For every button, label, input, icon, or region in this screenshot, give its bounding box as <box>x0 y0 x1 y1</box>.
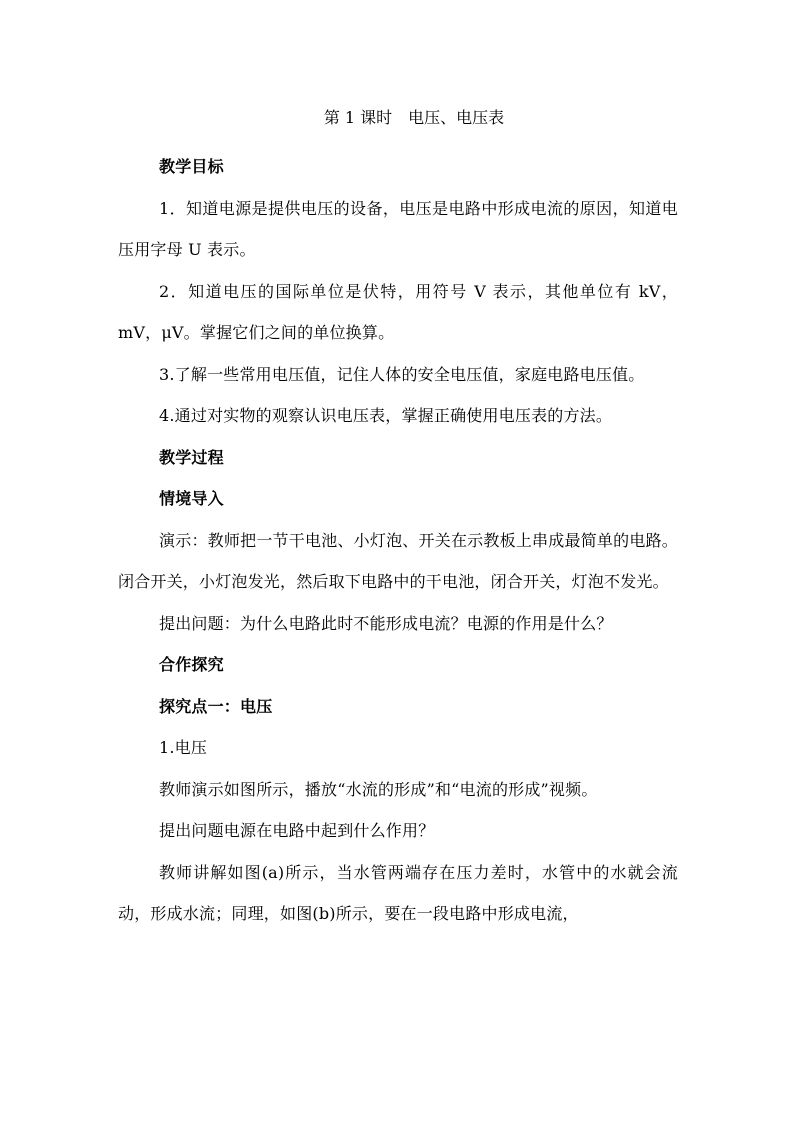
heading-inquiry-point-1: 探究点一：电压 <box>159 696 273 716</box>
document-body <box>118 146 678 935</box>
paragraph-explanation: 教师讲解如图(a)所示，当水管两端存在压力差时，水管中的水就会流动，形成水流；同理，如图(b)所示，要在一段电路中形成电流， <box>118 862 678 923</box>
paragraph-question: 提出问题：为什么电路此时不能形成电流？电源的作用是什么？ <box>159 613 613 633</box>
heading-scenario-intro: 情境导入 <box>159 489 224 508</box>
goal-item-4: 4.通过对实物的观察认识电压表，掌握正确使用电压表的方法。 <box>159 406 613 425</box>
paragraph-question-2: 提出问题电源在电路中起到什么作用？ <box>159 821 435 840</box>
subheading-voltage: 1.电压 <box>159 738 208 757</box>
paragraph-teacher-demo: 教师演示如图所示，播放“水流的形成”和“电流的形成”视频。 <box>159 779 598 799</box>
goal-item-3: 3.了解一些常用电压值，记住人体的安全电压值，家庭电路电压值。 <box>159 364 645 384</box>
heading-teaching-goals: 教学目标 <box>159 157 224 176</box>
lesson-title: 第 1 课时 电压、电压表 <box>323 108 505 127</box>
goal-item-1: 1．知道电源是提供电压的设备，电压是电路中形成电流的原因，知道电压用字母 U 表示。 <box>118 198 678 259</box>
paragraph-demonstration: 演示：教师把一节干电池、小灯泡、开关在示教板上串成最简单的电路。闭合开关，小灯泡发光，然后取下电路中的干电池，闭合开关，灯泡不发光。 <box>118 530 678 591</box>
heading-cooperative-inquiry: 合作探究 <box>159 655 224 674</box>
heading-teaching-process: 教学过程 <box>159 447 224 467</box>
goal-item-2: 2．知道电压的国际单位是伏特，用符号 V 表示，其他单位有 kV，mV，μV。掌握它们之间的单位换算。 <box>118 281 678 342</box>
